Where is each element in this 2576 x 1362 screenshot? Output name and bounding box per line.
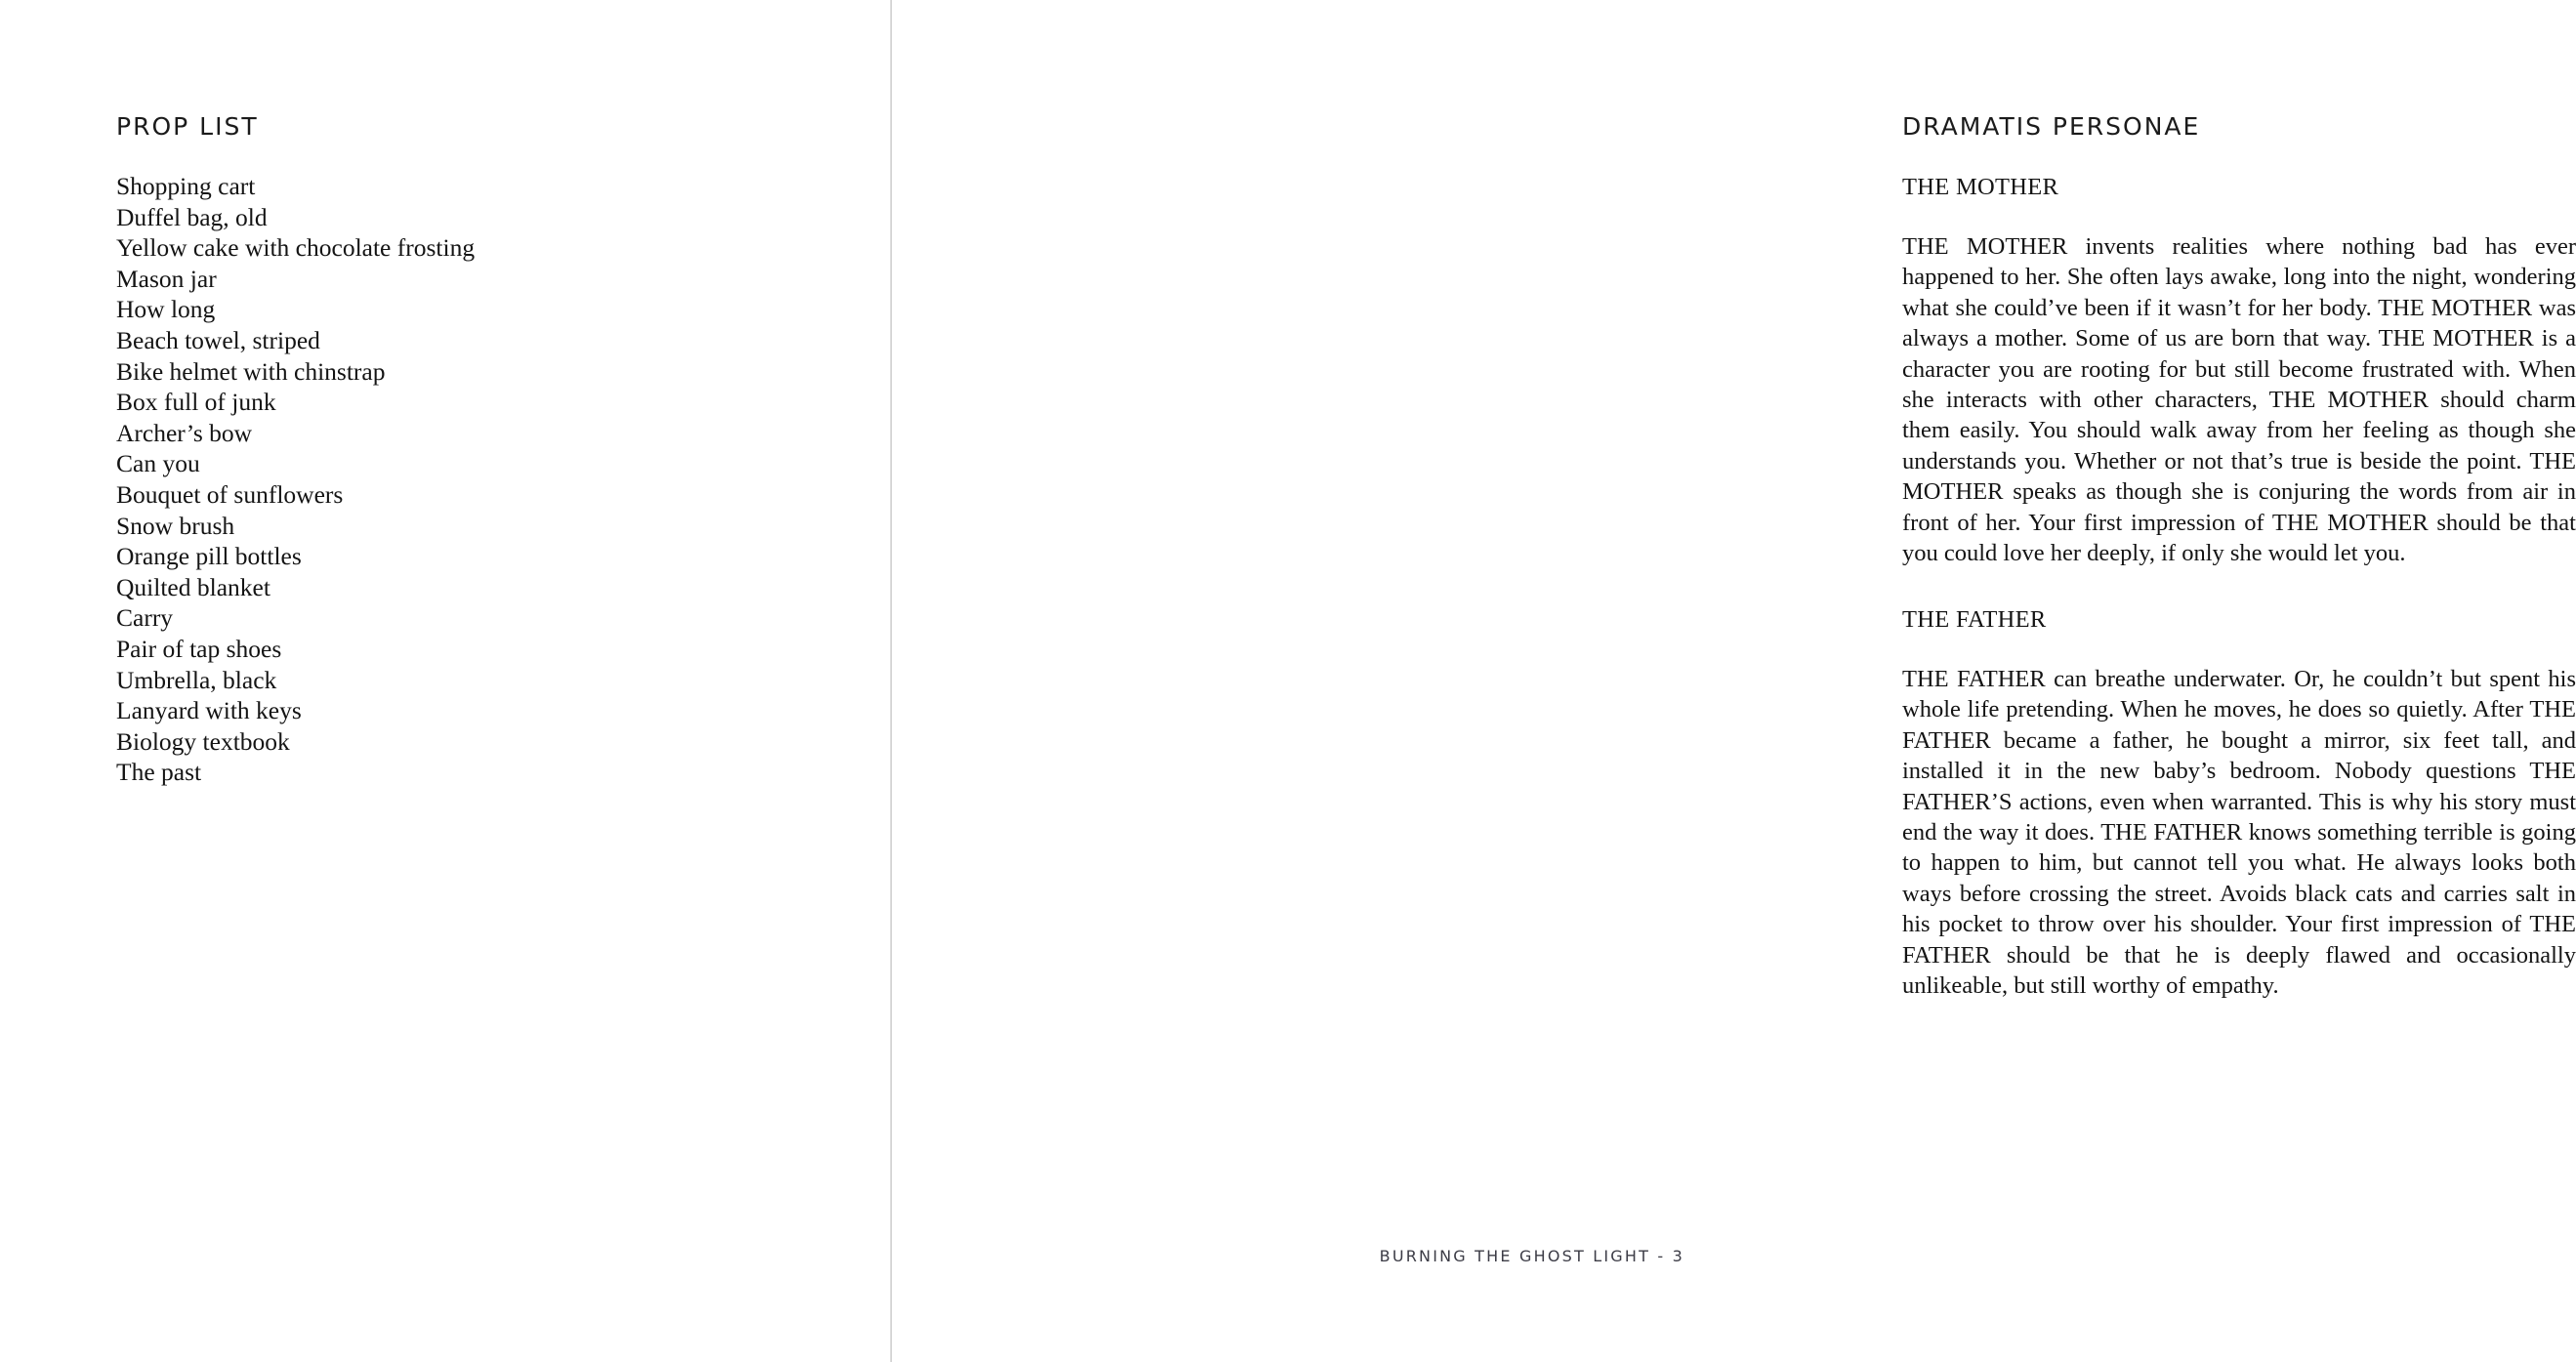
prop-list xyxy=(116,171,741,788)
list-item: Bouquet of sunflowers xyxy=(116,479,344,509)
character-name: THE FATHER xyxy=(1902,606,2047,633)
right-page xyxy=(892,0,2576,1362)
list-item: Biology textbook xyxy=(116,726,290,756)
list-item: Pair of tap shoes xyxy=(116,634,282,663)
list-item: Quilted blanket xyxy=(116,572,270,601)
list-item: Duffel bag, old xyxy=(116,202,268,231)
list-item: Lanyard with keys xyxy=(116,696,302,725)
list-item: Umbrella, black xyxy=(116,665,277,694)
list-item: Box full of junk xyxy=(116,388,276,417)
list-item: Mason jar xyxy=(116,264,217,293)
list-item: Orange pill bottles xyxy=(116,542,302,571)
list-item: Carry xyxy=(116,603,174,633)
character-entry-mother xyxy=(1902,173,2576,568)
character-entry-father xyxy=(1902,605,2576,1001)
dramatis-personae-heading: DRAMATIS PERSONAE xyxy=(1902,112,2201,141)
list-item: Snow brush xyxy=(116,511,235,540)
list-item: Yellow cake with chocolate frosting xyxy=(116,233,476,263)
list-item: Archer’s bow xyxy=(116,418,253,447)
list-item: Can you xyxy=(116,449,200,478)
list-item: How long xyxy=(116,295,216,324)
list-item: Shopping cart xyxy=(116,172,256,200)
list-item: The past xyxy=(116,758,202,787)
character-name: THE MOTHER xyxy=(1902,174,2059,200)
character-description: THE MOTHER invents realities where nothing bad has ever happened to her. She often lays awake, long into the night, wondering what she could’ve been if it wasn’t for her body. THE MOTHER was always a mother. Some of us are born that way. THE MOTHER is a character you are rooting for but still become frustrated with. When she interacts with other characters, THE MOTHER should charm them easily. You should walk away from her feeling as though she understands you. Whether or not that’s true is beside the point. THE MOTHER speaks as though she is conjuring the words from air in front of her. Your first impression of THE MOTHER should be that you could love her deeply, if only she would let you. xyxy=(1902,233,2576,567)
character-description: THE FATHER can breathe underwater. Or, he couldn’t but spent his whole life pretending. When he moves, he does so quietly. After THE FATHER became a father, he bought a mirror, six feet tall, and installed it in the new baby’s bedroom. Nobody questions THE FATHER’S actions, even when warranted. This is why his story must end the way it does. THE FATHER knows something terrible is going to happen to him, but cannot tell you what. He always looks both ways before crossing the street. Avoids black cats and carries salt in his pocket to throw over his shoulder. Your first impression of THE FATHER should be that he is deeply flawed and occasionally unlikeable, but still worthy of empathy. xyxy=(1902,666,2576,1000)
prop-list-heading: PROP LIST xyxy=(116,112,259,141)
left-page xyxy=(0,0,891,1362)
list-item: Beach towel, striped xyxy=(116,325,320,354)
list-item: Bike helmet with chinstrap xyxy=(116,356,386,386)
page-footer-running-head: BURNING THE GHOST LIGHT - 3 xyxy=(1379,1247,1684,1265)
